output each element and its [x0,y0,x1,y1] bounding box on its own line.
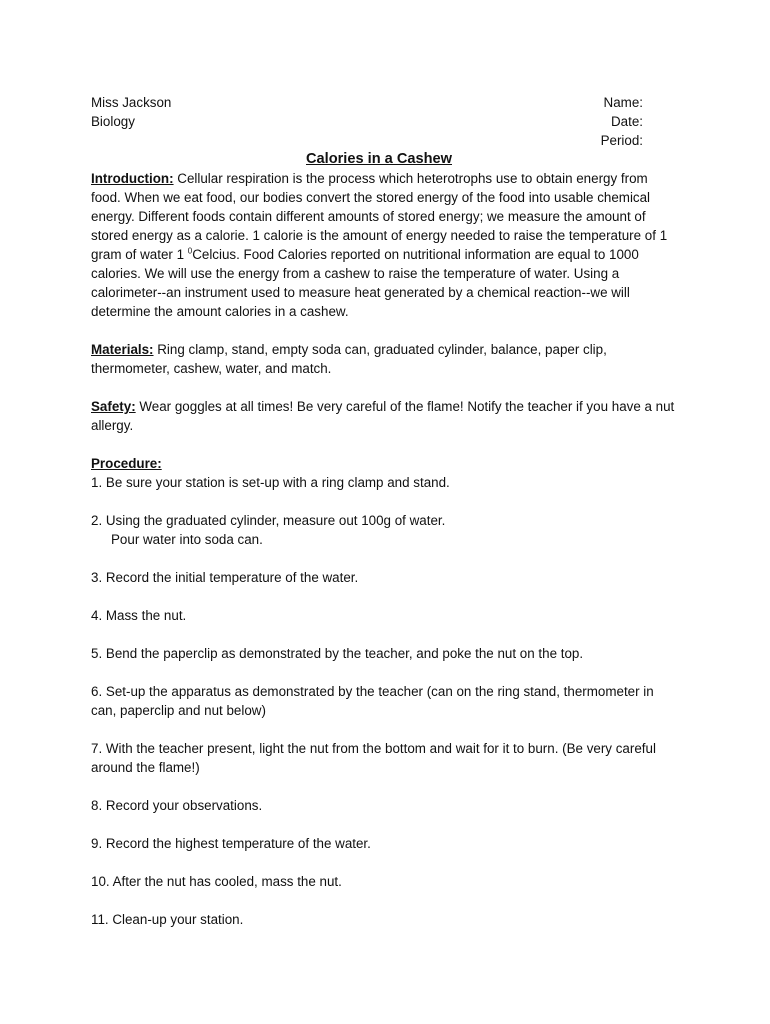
materials-text: Ring clamp, stand, empty soda can, graduated cylinder, balance, paper clip, thermometer, cashew, water, and match. [91,342,607,376]
introduction-text-part1: Cellular respiration is the process which heterotrophs use to obtain energy from food. When we eat food, our bodies convert the stored energy of the food into usable chemical energy. Different foods contain different amounts of stored energy; we measure the amount of stored energy as a calorie. 1 calorie is the amount of energy needed to raise the temperature of 1 gram of water 1 [91,171,668,262]
procedure-step-1: 1. Be sure your station is set-up with a ring clamp and stand. [91,475,450,490]
procedure-step-9: 9. Record the highest temperature of the water. [91,836,371,851]
procedure-section [91,454,681,929]
degree-superscript: 0 [187,246,193,256]
header [91,93,681,150]
procedure-step-2-line1: 2. Using the graduated cylinder, measure out 100g of water. [91,513,446,528]
procedure-step-7: 7. With the teacher present, light the nut from the bottom and wait for it to burn. (Be very careful around the flame!) [91,741,656,775]
safety-heading: Safety: [91,399,136,414]
procedure-step-4: 4. Mass the nut. [91,608,187,623]
introduction-paragraph [91,169,681,321]
name-label: Name: [603,95,643,110]
procedure-step-5: 5. Bend the paperclip as demonstrated by the teacher, and poke the nut on the top. [91,646,584,661]
materials-paragraph [91,340,681,378]
procedure-step-11: 11. Clean-up your station. [91,912,244,927]
header-right [601,93,681,150]
teacher-name: Miss Jackson [91,95,172,110]
safety-paragraph [91,397,681,435]
introduction-heading: Introduction: [91,171,174,186]
materials-heading: Materials: [91,342,154,357]
procedure-step-10: 10. After the nut has cooled, mass the nut. [91,874,342,889]
subject-name: Biology [91,114,135,129]
procedure-step-6: 6. Set-up the apparatus as demonstrated by the teacher (can on the ring stand, thermometer in can, paperclip and nut below) [91,684,654,718]
procedure-heading: Procedure: [91,456,162,471]
safety-text: Wear goggles at all times! Be very careful of the flame! Notify the teacher if you have a nut allergy. [91,399,675,433]
procedure-step-2-line2: Pour water into soda can. [111,532,263,547]
procedure-step-8: 8. Record your observations. [91,798,263,813]
procedure-step-2 [91,511,681,549]
period-label: Period: [600,133,643,148]
worksheet-page [91,93,681,948]
introduction-text-part2: Celcius. Food Calories reported on nutritional information are equal to 1000 calories. We will use the energy from a cashew to raise the temperature of water. Using a calorimeter--an instrument used to measure heat generated by a chemical reaction--we will determine the amount calories in a cashew. [91,247,639,319]
procedure-step-3: 3. Record the initial temperature of the water. [91,570,359,585]
date-label: Date: [610,114,643,129]
header-left [91,93,171,150]
page-title: Calories in a Cashew [306,151,452,167]
